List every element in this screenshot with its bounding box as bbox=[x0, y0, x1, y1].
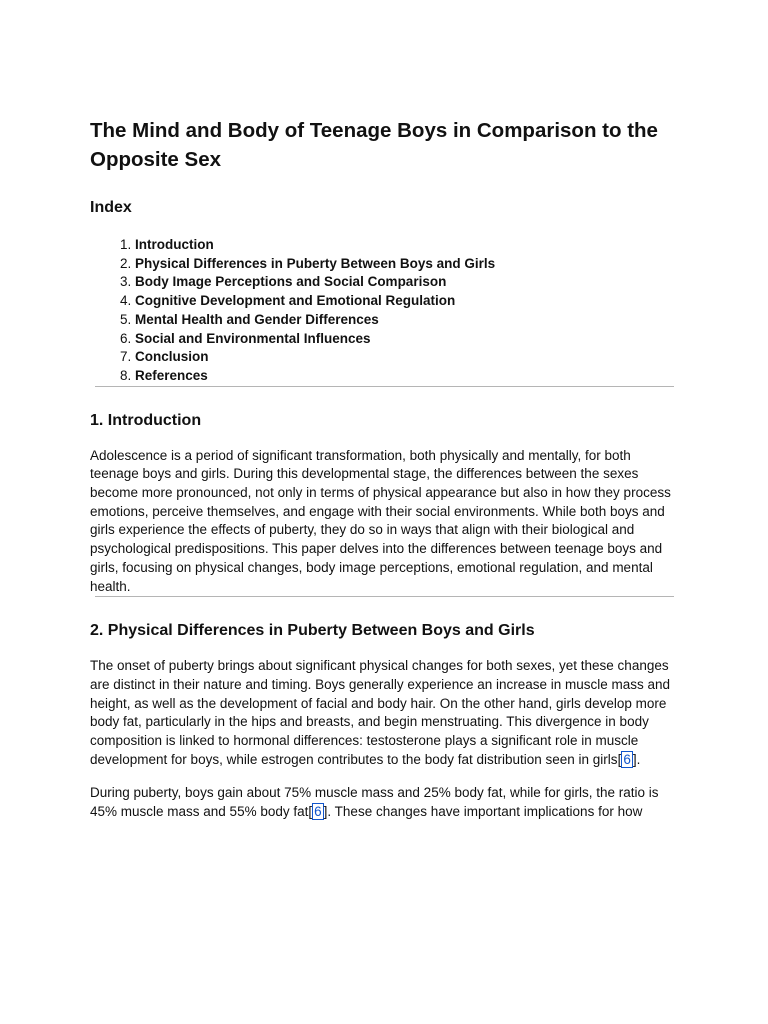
document-title: The Mind and Body of Teenage Boys in Comparison to the Opposite Sex bbox=[90, 119, 658, 171]
introduction-paragraph: Adolescence is a period of significant transformation, both physically and mentally, for both teenage boys and girls. During this developmental stage, the differences between the sexes become more pronounced, not only in terms of physical appearance but also in how they process emotions, perceive themselves, and engage with their social environments. While both boys and girls experience the effects of puberty, they do so in ways that align with their biological and psychological predispositions. This paper delves into the differences between teenage boys and girls, focusing on physical changes, body image perceptions, emotional regulation, and mental health. bbox=[90, 447, 671, 594]
section-heading-introduction: 1. Introduction bbox=[90, 411, 202, 429]
index-heading: Index bbox=[90, 199, 132, 216]
toc-item[interactable]: 2. Physical Differences in Puberty Between Boys and Girls bbox=[135, 255, 680, 274]
section-heading-physical-differences: 2. Physical Differences in Puberty Between Boys and Girls bbox=[90, 622, 535, 640]
toc-item[interactable]: 8. References bbox=[135, 367, 680, 386]
paragraph-text: The onset of puberty brings about significant physical changes for both sexes, yet these changes are distinct in their nature and timing. Boys generally experience an increase in muscle mass and height, as well as the development of facial and body hair. On the other hand, girls develop more body fat, particularly in the hips and breasts, and begin menstruating. This divergence in body composition is linked to hormonal differences: testosterone plays a significant role in muscle development for boys, while estrogen contributes to the body fat distribution seen in girls bbox=[90, 658, 671, 767]
citation-bracket-close: ] bbox=[323, 804, 328, 820]
physical-differences-paragraph-2 bbox=[90, 784, 680, 821]
document-page bbox=[90, 116, 680, 822]
citation-bracket-open: [ bbox=[308, 804, 313, 820]
citation-bracket-close: ] bbox=[632, 751, 637, 767]
toc-item[interactable]: 3. Body Image Perceptions and Social Comparison bbox=[135, 273, 680, 292]
physical-differences-paragraph-1 bbox=[90, 657, 680, 769]
toc-item[interactable]: 1. Introduction bbox=[135, 236, 680, 255]
paragraph-text-end: . These changes have important implications for how bbox=[327, 804, 643, 820]
section-divider bbox=[95, 386, 674, 387]
toc-item[interactable]: 5. Mental Health and Gender Differences bbox=[135, 311, 680, 330]
toc-item[interactable]: 4. Cognitive Development and Emotional Regulation bbox=[135, 292, 680, 311]
citation-link[interactable]: 6 bbox=[314, 804, 322, 820]
table-of-contents bbox=[90, 236, 680, 386]
citation-bracket-open: [ bbox=[617, 751, 622, 767]
toc-item[interactable]: 7. Conclusion bbox=[135, 348, 680, 367]
paragraph-text-end: . bbox=[636, 751, 641, 767]
citation-link[interactable]: 6 bbox=[623, 751, 631, 767]
toc-item[interactable]: 6. Social and Environmental Influences bbox=[135, 330, 680, 349]
paragraph-text: During puberty, boys gain about 75% muscle mass and 25% body fat, while for girls, the ratio is 45% muscle mass and 55% body fat bbox=[90, 785, 659, 820]
section-divider bbox=[95, 596, 674, 597]
